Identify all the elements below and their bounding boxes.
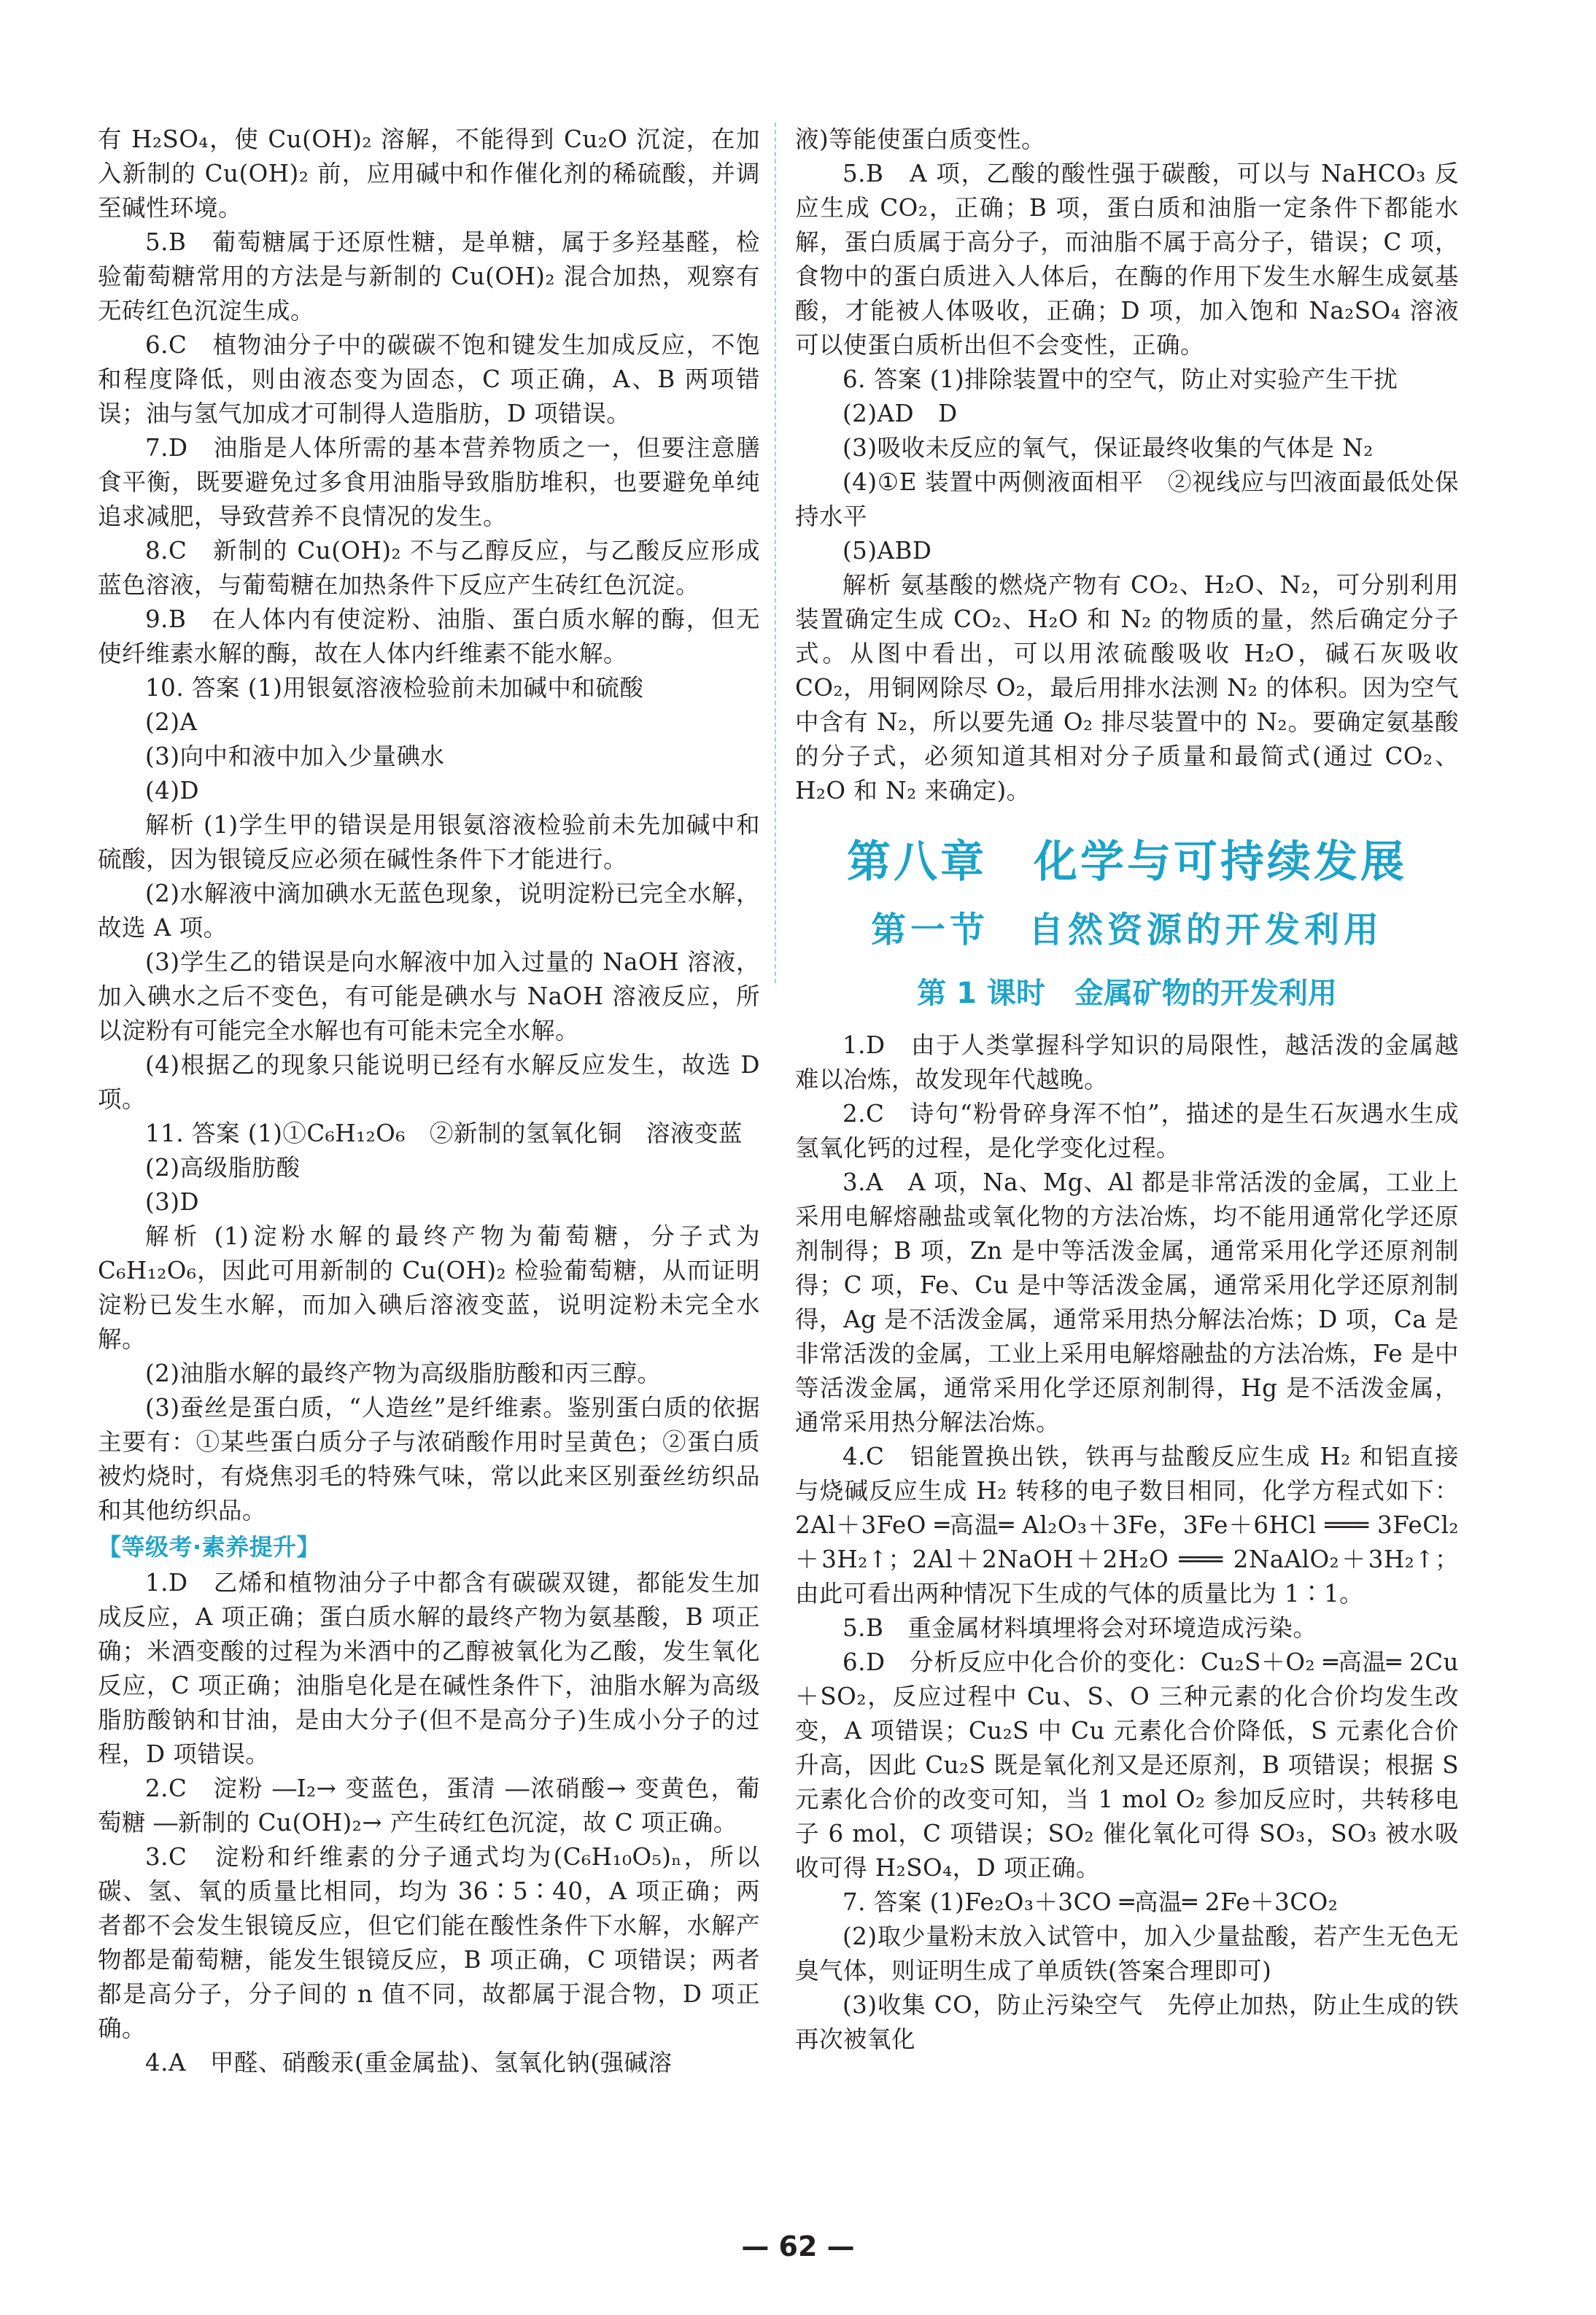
answer-line: (2)取少量粉末放入试管中，加入少量盐酸，若产生无色无臭气体，则证明生成了单质铁(答案合理即可) (795, 1923, 1459, 1985)
answer-item: 5.B 葡萄糖属于还原性糖，是单糖，属于多羟基醛，检验葡萄糖常用的方法是与新制的 Cu(OH)₂ 混合加热，观察有无砖红色沉淀生成。 (98, 228, 760, 325)
answer-item: 6.C 植物油分子中的碳碳不饱和键发生加成反应，不饱和程度降低，则由液态变为固态，C 项正确，A、B 两项错误；油与氢气加成才可制得人造脂肪，D 项错误。 (98, 331, 760, 427)
left-column (98, 123, 760, 2080)
answer-item: 10. 答案 (1)用银氨溶液检验前未加碱中和硫酸 (145, 674, 644, 702)
section-title: 第一节 自然资源的开发利用 (870, 910, 1383, 950)
answer-item: 2.C 淀粉 ―I₂→ 变蓝色，蛋清 ―浓硝酸→ 变黄色，葡萄糖 ―新制的 Cu(OH)₂→ 产生砖红色沉淀，故 C 项正确。 (98, 1775, 760, 1837)
answer-item: 11. 答案 (1)①C₆H₁₂O₆ ②新制的氢氧化铜 溶液变蓝 (145, 1120, 743, 1147)
answer-item: 5.B 重金属材料填埋将会对环境造成污染。 (842, 1614, 1317, 1642)
answer-item: 4.A 甲醛、硝酸汞(重金属盐)、氢氧化钠(强碱溶 (145, 2049, 673, 2076)
paragraph: 液)等能使蛋白质变性。 (795, 125, 1046, 153)
answer-line: (2)AD D (842, 400, 958, 427)
answer-line: (3)收集 CO，防止污染空气 先停止加热，防止生成的铁再次被氧化 (795, 1991, 1459, 2053)
answer-item: 6.D 分析反应中化合价的变化：Cu₂S＋O₂ ═高温═ 2Cu＋SO₂，反应过程中 Cu、S、O 三种元素的化合价均发生改变，A 项错误；Cu₂S 中 Cu 元素化合价降低，S 元素化合价升高，因此 Cu₂S 既是氧化剂又是还原剂，B 项错误；根据 S 元素化合价的改变可知，当 1 mol O₂ 参加反应时，共转移电子 6 mol，C 项错误；SO₂ 催化氧化可得 SO₃，SO₃ 被水吸收可得 H₂SO₄，D 项正确。 (795, 1648, 1459, 1882)
answer-item: 1.D 乙烯和植物油分子中都含有碳碳双键，都能发生加成反应，A 项正确；蛋白质水解的最终产物为氨基酸，B 项正确；米酒变酸的过程为米酒中的乙醇被氧化为乙酸，发生氧化反应，C 项正确；油脂皂化是在碱性条件下，油脂水解为高级脂肪酸钠和甘油，是由大分子(但不是高分子)生成小分子的过程，D 项错误。 (98, 1569, 760, 1768)
section-banner: 【等级考·素养提升】 (98, 1533, 321, 1561)
answer-line: (2)A (145, 708, 198, 736)
answer-item: 5.B A 项，乙酸的酸性强于碳酸，可以与 NaHCO₃ 反应生成 CO₂，正确；B 项，蛋白质和油脂一定条件下都能水解，蛋白质属于高分子，而油脂不属于高分子，错误；C 项，食物中的蛋白质进入人体后，在酶的作用下发生水解生成氨基酸，才能被人体吸收，正确；D 项，加入饱和 Na₂SO₄ 溶液可以使蛋白质析出但不会变性，正确。 (795, 160, 1459, 359)
column-divider (775, 123, 776, 983)
answer-item: 2.C 诗句“粉骨碎身浑不怕”，描述的是生石灰遇水生成氢氧化钙的过程，是化学变化过程。 (795, 1100, 1459, 1162)
answer-line: (3)向中和液中加入少量碘水 (145, 742, 445, 770)
answer-line: (4)①E 装置中两侧液面相平 ②视线应与凹液面最低处保持水平 (795, 468, 1459, 530)
analysis-paragraph: 解析 氨基酸的燃烧产物有 CO₂、H₂O、N₂，可分别利用装置确定生成 CO₂、H₂O 和 N₂ 的物质的量，然后确定分子式。从图中看出，可以用浓硫酸吸收 H₂O，碱石灰吸收 CO₂，用铜网除尽 O₂，最后用排水法测 N₂ 的体积。因为空气中含有 N₂，所以要先通 O₂ 排尽装置中的 N₂。要确定氨基酸的分子式，必须知道其相对分子质量和最简式(通过 CO₂、H₂O 和 N₂ 来确定)。 (795, 571, 1459, 804)
answer-item: 9.B 在人体内有使淀粉、油脂、蛋白质水解的酶，但无使纤维素水解的酶，故在人体内纤维素不能水解。 (98, 605, 760, 667)
answer-item: 4.C 铝能置换出铁，铁再与盐酸反应生成 H₂ 和铝直接与烧碱反应生成 H₂ 转移的电子数目相同，化学方程式如下：2Al＋3FeO ═高温═ Al₂O₃＋3Fe，3Fe＋6HCl ═══ 3FeCl₂＋3H₂↑；2Al＋2NaOH＋2H₂O ═══ 2NaAlO₂＋3H₂↑；由此可看出两种情况下生成的气体的质量比为 1∶1。 (795, 1443, 1459, 1608)
answer-item: 7. 答案 (1)Fe₂O₃＋3CO ═高温═ 2Fe＋3CO₂ (842, 1888, 1339, 1916)
analysis-paragraph: 解析 (1)学生甲的错误是用银氨溶液检验前未先加碱中和硫酸，因为银镜反应必须在碱性条件下才能进行。 (98, 811, 760, 873)
analysis-paragraph: (2)水解液中滴加碘水无蓝色现象，说明淀粉已完全水解，故选 A 项。 (98, 880, 760, 942)
answer-line: (2)高级脂肪酸 (145, 1154, 301, 1182)
answer-line: (4)D (145, 777, 200, 804)
analysis-paragraph: (2)油脂水解的最终产物为高级脂肪酸和丙三醇。 (145, 1360, 662, 1387)
paragraph: 有 H₂SO₄，使 Cu(OH)₂ 溶解，不能得到 Cu₂O 沉淀，在加入新制的 Cu(OH)₂ 前，应用碱中和作催化剂的稀硫酸，并调至碱性环境。 (98, 125, 760, 222)
analysis-paragraph: 解析 (1)淀粉水解的最终产物为葡萄糖，分子式为 C₆H₁₂O₆，因此可用新制的 Cu(OH)₂ 检验葡萄糖，从而证明淀粉已发生水解，而加入碘后溶液变蓝，说明淀粉未完全水解。 (98, 1222, 760, 1353)
analysis-paragraph: (4)根据乙的现象只能说明已经有水解反应发生，故选 D 项。 (98, 1051, 760, 1113)
lesson-title: 第 1 课时 金属矿物的开发利用 (917, 977, 1337, 1010)
chapter-title: 第八章 化学与可持续发展 (847, 837, 1407, 888)
analysis-paragraph: (3)学生乙的错误是向水解液中加入过量的 NaOH 溶液，加入碘水之后不变色，有可能是碘水与 NaOH 溶液反应，所以淀粉有可能完全水解也有可能未完全水解。 (98, 948, 760, 1044)
answer-item: 6. 答案 (1)排除装置中的空气，防止对实验产生干扰 (842, 365, 1398, 393)
answer-line: (3)D (145, 1188, 200, 1216)
analysis-paragraph: (3)蚕丝是蛋白质，“人造丝”是纤维素。鉴别蛋白质的依据主要有：①某些蛋白质分子与浓硝酸作用时呈黄色；②蛋白质被灼烧时，有烧焦羽毛的特殊气味，常以此来区别蚕丝纺织品和其他纺织品。 (98, 1394, 760, 1524)
answer-line: (5)ABD (842, 537, 932, 565)
answer-item: 3.C 淀粉和纤维素的分子通式均为(C₆H₁₀O₅)ₙ，所以碳、氢、氧的质量比相同，均为 36∶5∶40，A 项正确；两者都不会发生银镜反应，但它们能在酸性条件下水解，水解产物都是葡萄糖，能发生银镜反应，B 项正确，C 项错误；两者都是高分子，分子间的 n 值不同，故都属于混合物，D 项正确。 (98, 1843, 760, 2042)
answer-line: (3)吸收未反应的氧气，保证最终收集的气体是 N₂ (842, 434, 1374, 462)
answer-item: 8.C 新制的 Cu(OH)₂ 不与乙醇反应，与乙酸反应形成蓝色溶液，与葡萄糖在加热条件下反应产生砖红色沉淀。 (98, 537, 760, 599)
answer-item: 1.D 由于人类掌握科学知识的局限性，越活泼的金属越难以冶炼，故发现年代越晚。 (795, 1031, 1459, 1093)
page-number: — 62 — (741, 2230, 855, 2262)
answer-item: 7.D 油脂是人体所需的基本营养物质之一，但要注意膳食平衡，既要避免过多食用油脂导致脂肪堆积，也要避免单纯追求减肥，导致营养不良情况的发生。 (98, 434, 760, 530)
right-column (795, 123, 1459, 2057)
answer-item: 3.A A 项，Na、Mg、Al 都是非常活泼的金属，工业上采用电解熔融盐或氧化物的方法冶炼，均不能用通常化学还原剂制得；B 项，Zn 是中等活泼金属，通常采用化学还原剂制得；C 项，Fe、Cu 是中等活泼金属，通常采用化学还原剂制得，Ag 是不活泼金属，通常采用热分解法冶炼；D 项，Ca 是非常活泼的金属，工业上采用电解熔融盐的方法冶炼，Fe 是中等活泼金属，通常采用化学还原剂制得，Hg 是不活泼金属，通常采用热分解法冶炼。 (795, 1168, 1459, 1436)
